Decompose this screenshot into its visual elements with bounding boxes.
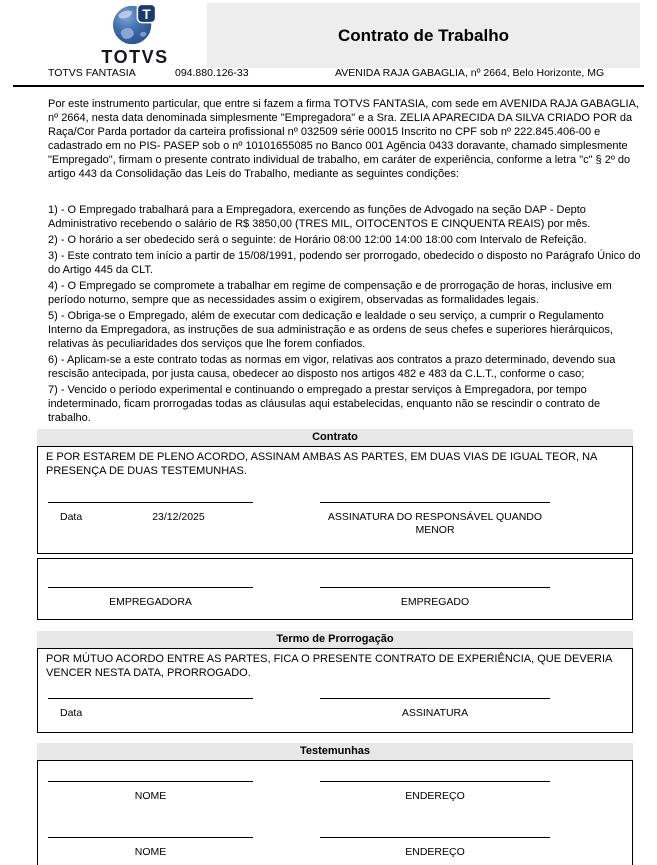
witness2-address-label: ENDEREÇO (405, 846, 465, 858)
totvs-logo (93, 2, 177, 66)
section-testemunhas-header: Testemunhas (37, 743, 633, 760)
contrato-statement: E POR ESTAREM DE PLENO ACORDO, ASSINAM AMBAS AS PARTES, EM DUAS VIAS DE IGUAL TEOR, NA PRESENÇA DE DUAS TESTEMUNHAS. (46, 451, 597, 477)
logo-wordmark: TOTVS (101, 47, 169, 67)
parties-signature-box (37, 558, 633, 620)
prorrogacao-signature-row (38, 698, 632, 720)
guardian-signature-field (320, 502, 550, 537)
witness1-address-field (320, 781, 550, 803)
intro-paragraph: Por este instrumento particular, que entre si fazem a firma TOTVS FANTASIA, com sede em AVENIDA RAJA GABAGLIA, nº 2664, nesta data denominada simplesmente "Empregadora" e a Sra. ZELIA APARECIDA DA SILVA CRIADO POR da Raça/Cor Parda portador da carteira profissional nº 032509 série 00015 Inscrito no CPF sob nº 222.845.406-00 e cadastrado em no PIS- PASEP sob o nº 10101655085 no Banco 001 Agência 0433 doravante, chamado simplesmente "Empregado", firmam o presente contrato individual de trabalho, em caráter de experiência, conforme a letra "c" § 2º do artigo 443 da Consolidação das Leis do Trabalho, mediante as seguintes condições: (48, 98, 639, 180)
section-contrato (37, 429, 633, 620)
clause-6: 6) - Aplicam-se a este contrato todas as normas em vigor, relativas aos contratos a prazo determinado, devendo sua rescisão antecipada, por justa causa, obedecer ao disposto nos artigos 482 e 483 da C.L.T., conforme o caso; (48, 354, 616, 380)
totvs-globe-icon (112, 2, 158, 48)
clause-4: 4) - O Empregado se compromete a trabalhar em regime de compensação e de prorrogação de horas, inclusive em período noturno, sempre que as necessidades assim o exigirem, observadas as formalidades legais. (48, 280, 612, 306)
section-prorrogacao (37, 631, 633, 733)
prorrogacao-box (37, 648, 633, 733)
employee-label: EMPREGADO (400, 596, 470, 608)
date-label: Data (60, 511, 83, 523)
prorrogacao-signature-label: ASSINATURA (401, 707, 469, 719)
section-testemunhas (37, 743, 633, 865)
contrato-signature-box (37, 446, 633, 554)
company-address: AVENIDA RAJA GABAGLIA, nº 2664, Belo Horizonte, MG (335, 67, 605, 79)
header-divider (13, 85, 644, 87)
prorrogacao-date-field (48, 698, 253, 720)
prorrogacao-date-label: Data (60, 707, 83, 719)
employee-signature-field (320, 587, 550, 609)
employer-label: EMPREGADORA (109, 596, 192, 608)
company-info-row (0, 67, 657, 81)
witness1-name-field (48, 781, 253, 803)
witness-row-1 (38, 781, 632, 803)
clause-5: 5) - Obriga-se o Empregado, além de executar com dedicação e lealdade o seu serviço, a cumprir o Regulamento Interno da Empregadora, as instruções de sua administração e as ordens de seus chefes e superiores hierárquicos, relativas às peculiaridades dos serviços que lhe forem confiados. (48, 310, 613, 350)
witness2-name-label: NOME (134, 846, 167, 858)
witness2-name-field (48, 837, 253, 859)
date-signature-field (48, 502, 253, 537)
date-value: 23/12/2025 (152, 511, 205, 523)
document-header (0, 0, 657, 88)
section-contrato-header: Contrato (37, 429, 633, 446)
clause-2: 2) - O horário a ser obedecido será o seguinte: de Horário 08:00 12:00 14:00 18:00 com Intervalo de Refeição. (48, 234, 587, 246)
prorrogacao-signature-field (320, 698, 550, 720)
contract-body (48, 97, 641, 425)
section-prorrogacao-header: Termo de Prorrogação (37, 631, 633, 648)
clause-1: 1) - O Empregado trabalhará para a Empregadora, exercendo as funções de Advogado na seção DAP - Depto Administrativo recebendo o salário de R$ 3850,00 (TRES MIL, OITOCENTOS E CINQUENTA REAIS) por mês. (48, 204, 591, 230)
witness2-address-field (320, 837, 550, 859)
title-box (207, 3, 640, 68)
prorrogacao-statement: POR MÚTUO ACORDO ENTRE AS PARTES, FICA O PRESENTE CONTRATO DE EXPERIÊNCIA, QUE DEVERIA VENCER NESTA DATA, PRORROGADO. (46, 653, 612, 679)
witness-row-2 (38, 837, 632, 859)
employer-signature-field (48, 587, 253, 609)
svg-text:T: T (142, 5, 151, 22)
clause-3: 3) - Este contrato tem início a partir de 15/08/1991, podendo ser prorrogado, obedecido o disposto no Parágrafo Único do do Artigo 445 da CLT. (48, 250, 641, 276)
company-name: TOTVS FANTASIA (48, 67, 136, 79)
clause-7: 7) - Vencido o período experimental e continuando o empregado a prestar serviços à Empregadora, por tempo indeterminado, ficam prorrogadas todas as cláusulas aqui estabelecidas, enquanto não se rescindir o contrato de trabalho. (48, 384, 601, 424)
testemunhas-box (37, 760, 633, 865)
company-code: 094.880.126-33 (175, 67, 249, 79)
page-title: Contrato de Trabalho (338, 25, 509, 45)
witness1-address-label: ENDEREÇO (405, 790, 465, 802)
guardian-signature-label: ASSINATURA DO RESPONSÁVEL QUANDO MENOR (327, 511, 543, 536)
witness1-name-label: NOME (134, 790, 167, 802)
parties-signature-row (38, 587, 632, 609)
contrato-signature-row (38, 502, 632, 537)
